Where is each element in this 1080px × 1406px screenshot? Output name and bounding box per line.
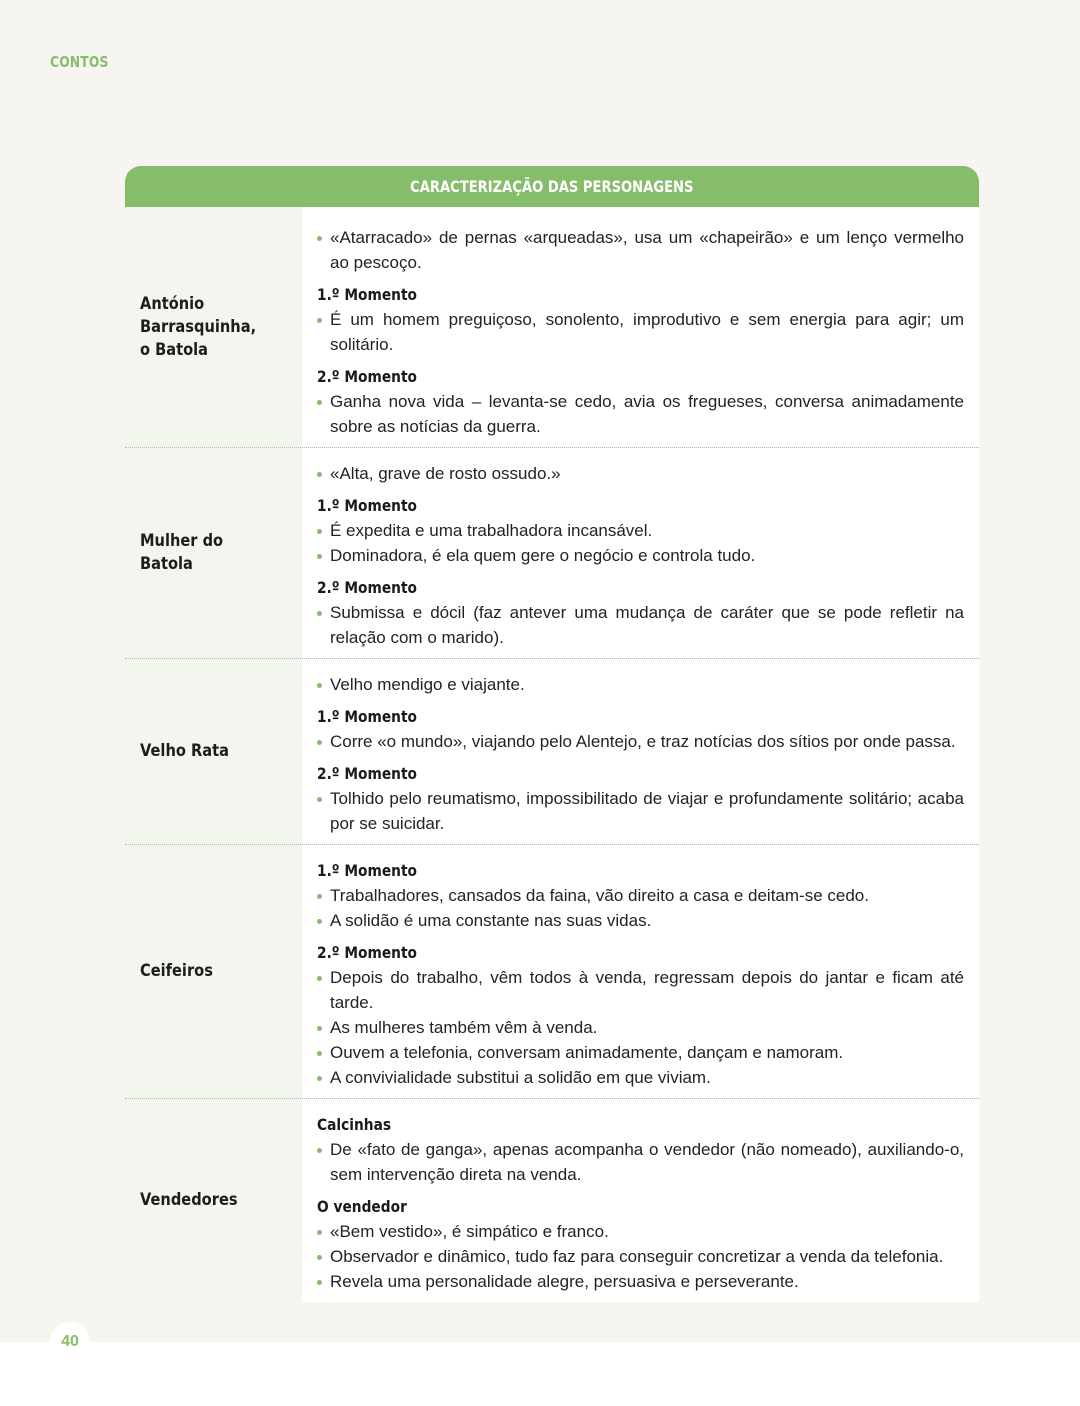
bullet-item: Tolhido pelo reumatismo, impossibilitado de viajar e profundamente solitário; acaba por se suicidar.	[317, 786, 964, 836]
bullet-item: É expedita e uma trabalhadora incansável.	[317, 518, 964, 543]
description-block	[317, 1194, 964, 1294]
page-bottom-band	[0, 1342, 1080, 1406]
description-block	[317, 704, 964, 754]
bullet-item: Ouvem a telefonia, conversam animadamente, dançam e namoram.	[317, 1040, 964, 1065]
description-block	[317, 858, 964, 933]
section-label: CONTOS	[50, 53, 109, 71]
block-title: Calcinhas	[317, 1115, 392, 1134]
description-block	[317, 282, 964, 357]
character-name-line: Barrasquinha,	[140, 316, 257, 337]
bullet-item: Depois do trabalho, vêm todos à venda, regressam depois do jantar e ficam até tarde.	[317, 965, 964, 1015]
table-row	[125, 1099, 979, 1302]
character-name-cell	[125, 1099, 302, 1302]
description-block	[317, 461, 964, 486]
character-name-line: Vendedores	[140, 1190, 238, 1210]
character-name-cell	[125, 448, 302, 658]
character-name-cell	[125, 659, 302, 844]
bullet-item: A convivialidade substitui a solidão em que viviam.	[317, 1065, 964, 1090]
block-title: 2.º Momento	[317, 578, 418, 597]
description-block	[317, 364, 964, 439]
bullet-item: Trabalhadores, cansados da faina, vão direito a casa e deitam-se cedo.	[317, 883, 964, 908]
block-title: 1.º Momento	[317, 861, 418, 880]
bullet-item: Ganha nova vida – levanta-se cedo, avia os fregueses, conversa animadamente sobre as notícias da guerra.	[317, 389, 964, 439]
character-name	[140, 960, 213, 983]
bullet-item: Observador e dinâmico, tudo faz para conseguir concretizar a venda da telefonia.	[317, 1244, 964, 1269]
page-number: 40	[50, 1322, 90, 1362]
table-body	[125, 207, 979, 1302]
table-row	[125, 448, 979, 659]
description-block	[317, 575, 964, 650]
bullet-item: Revela uma personalidade alegre, persuasiva e perseverante.	[317, 1269, 964, 1294]
block-title: 1.º Momento	[317, 496, 418, 515]
character-name-cell	[125, 207, 302, 447]
table-row	[125, 659, 979, 845]
bullet-item: Corre «o mundo», viajando pelo Alentejo, e traz notícias dos sítios por onde passa.	[317, 729, 964, 754]
character-name	[140, 530, 279, 576]
character-description-cell	[302, 448, 979, 658]
character-name-line: o Batola	[140, 339, 209, 360]
bullet-item: «Bem vestido», é simpático e franco.	[317, 1219, 964, 1244]
block-title: O vendedor	[317, 1197, 407, 1216]
description-block	[317, 1112, 964, 1187]
character-description-cell	[302, 845, 979, 1098]
bullet-item: De «fato de ganga», apenas acompanha o vendedor (não nomeado), auxiliando-o, sem intervenção direta na venda.	[317, 1137, 964, 1187]
character-name	[140, 740, 229, 763]
bullet-item: «Alta, grave de rosto ossudo.»	[317, 461, 964, 486]
character-name-cell	[125, 845, 302, 1098]
character-name-line: António	[140, 293, 205, 314]
table-row	[125, 845, 979, 1099]
characters-table	[125, 166, 979, 1302]
description-block	[317, 225, 964, 275]
bullet-item: As mulheres também vêm à venda.	[317, 1015, 964, 1040]
character-description-cell	[302, 659, 979, 844]
character-name	[140, 1189, 238, 1212]
block-title: 2.º Momento	[317, 943, 418, 962]
bullet-item: A solidão é uma constante nas suas vidas.	[317, 908, 964, 933]
bullet-item: «Atarracado» de pernas «arqueadas», usa um «chapeirão» e um lenço vermelho ao pescoço.	[317, 225, 964, 275]
description-block	[317, 940, 964, 1090]
bullet-item: Submissa e dócil (faz antever uma mudança de caráter que se pode refletir na relação com o marido).	[317, 600, 964, 650]
character-name-line: Ceifeiros	[140, 961, 213, 981]
bullet-item: Dominadora, é ela quem gere o negócio e controla tudo.	[317, 543, 964, 568]
block-title: 1.º Momento	[317, 707, 418, 726]
description-block	[317, 761, 964, 836]
description-block	[317, 493, 964, 568]
character-description-cell	[302, 1099, 979, 1302]
block-title: 1.º Momento	[317, 285, 418, 304]
character-name-line: Velho Rata	[140, 741, 229, 761]
description-block	[317, 672, 964, 697]
character-description-cell	[302, 207, 979, 447]
character-name	[140, 293, 256, 362]
bullet-item: É um homem preguiçoso, sonolento, improdutivo e sem energia para agir; um solitário.	[317, 307, 964, 357]
block-title: 2.º Momento	[317, 367, 418, 386]
table-row	[125, 207, 979, 448]
table-header	[125, 166, 979, 207]
character-name-line: Mulher do Batola	[140, 531, 224, 574]
bullet-item: Velho mendigo e viajante.	[317, 672, 964, 697]
table-title: CARACTERIZAÇÃO DAS PERSONAGENS	[410, 177, 694, 196]
block-title: 2.º Momento	[317, 764, 418, 783]
